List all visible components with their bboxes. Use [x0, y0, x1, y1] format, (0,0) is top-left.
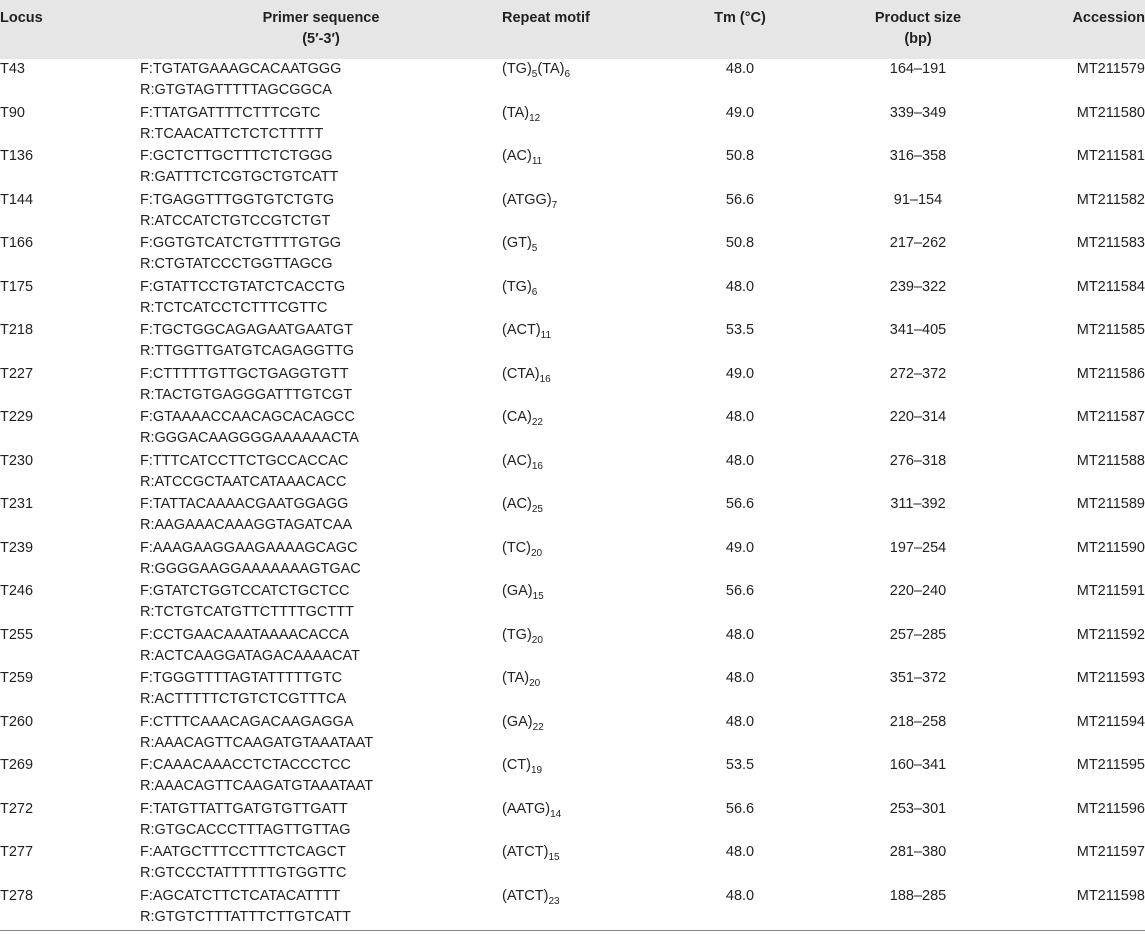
repeat-motif-cell	[502, 494, 650, 538]
motif-unit-text: (AC)	[502, 496, 532, 512]
table-row	[0, 581, 1145, 625]
motif-unit	[502, 104, 541, 124]
table-row	[0, 103, 1145, 147]
accession-cell: MT211590	[1076, 539, 1145, 556]
forward-primer: F:CAAACAAACCTCTACCCTCC	[140, 757, 351, 773]
primer-sequence-cell	[140, 668, 502, 712]
forward-primer: F:GGTGTCATCTGTTTTGTGG	[140, 235, 342, 251]
table-row	[0, 668, 1145, 712]
tm-cell: 50.8	[725, 235, 755, 251]
primer-sequence-cell	[140, 625, 502, 669]
forward-primer: F:TATTACAAAACGAATGGAGG	[140, 496, 349, 512]
primer-sequence-cell	[140, 712, 502, 756]
forward-primer: F:CCTGAACAAATAAAACACCA	[140, 626, 349, 643]
reverse-primer: R:AAACAGTTCAAGATGTAAATAAT	[140, 778, 374, 794]
motif-repeat-count: 22	[531, 416, 543, 428]
repeat-motif-cell	[502, 407, 650, 451]
accession-cell: MT211597	[1076, 844, 1145, 860]
header-tm: Tm (°C)	[650, 0, 830, 59]
motif-unit-text: (TA)	[502, 670, 530, 686]
table-row	[0, 364, 1145, 408]
primer-sequence-cell	[140, 320, 502, 364]
locus-cell: T43	[0, 61, 25, 77]
locus-cell: T144	[0, 191, 34, 208]
locus-cell: T272	[0, 800, 34, 817]
motif-unit-text: (AATG)	[502, 800, 551, 817]
accession-cell: MT211595	[1076, 757, 1145, 773]
primer-sequence-cell	[140, 103, 502, 147]
tm-cell: 48.0	[725, 887, 755, 904]
accession-cell: MT211589	[1076, 496, 1145, 512]
table-row	[0, 755, 1145, 799]
motif-unit	[502, 496, 543, 515]
motif-repeat-count: 6	[531, 286, 538, 298]
product-size-cell: 339–349	[889, 104, 947, 121]
tm-cell: 56.6	[725, 583, 755, 599]
motif-unit-text: (TG)	[502, 61, 532, 77]
motif-unit	[502, 148, 543, 167]
locus-cell: T218	[0, 322, 34, 338]
tm-cell: 48.0	[725, 61, 755, 77]
forward-primer: F:GCTCTTGCTTTCTCTGGG	[140, 148, 333, 164]
locus-cell: T255	[0, 626, 34, 643]
locus-cell: T239	[0, 539, 34, 556]
repeat-motif-cell	[502, 320, 650, 364]
motif-unit	[502, 583, 544, 602]
tm-cell: 50.8	[725, 148, 755, 164]
tm-cell: 49.0	[725, 365, 755, 382]
motif-unit-text: (ATCT)	[502, 844, 549, 860]
primer-sequence-cell	[140, 494, 502, 538]
primer-sequence-cell	[140, 190, 502, 234]
repeat-motif-cell	[502, 364, 650, 408]
table-row	[0, 233, 1145, 277]
tm-cell: 48.0	[725, 670, 755, 686]
locus-cell: T229	[0, 409, 34, 425]
table-row	[0, 146, 1145, 190]
motif-unit	[502, 322, 552, 341]
motif-unit	[502, 626, 543, 646]
reverse-primer: R:TCTGTCATGTTCTTTTGCTTT	[140, 604, 354, 620]
locus-cell: T246	[0, 583, 34, 599]
tm-cell: 56.6	[725, 496, 755, 512]
repeat-motif-cell	[502, 233, 650, 277]
reverse-primer: R:ACTTTTTCTGTCTCGTTTCA	[140, 691, 347, 707]
locus-cell: T278	[0, 887, 34, 904]
product-size-cell: 217–262	[889, 235, 947, 251]
motif-repeat-count: 20	[531, 634, 543, 646]
product-size-cell: 276–318	[889, 452, 947, 469]
table-row	[0, 407, 1145, 451]
motif-repeat-count: 23	[548, 895, 560, 907]
product-size-cell: 220–314	[889, 409, 947, 425]
motif-unit	[502, 191, 558, 211]
product-size-cell: 311–392	[890, 496, 946, 512]
primer-sequence-cell	[140, 755, 502, 799]
reverse-primer: R:GTGCACCCTTTAGTTGTTAG	[140, 821, 351, 838]
table-row	[0, 59, 1145, 103]
product-size-cell: 220–240	[889, 583, 947, 599]
product-size-cell: 272–372	[889, 365, 947, 382]
forward-primer: F:GTATCTGGTCCATCTGCTCC	[140, 583, 350, 599]
motif-unit-text: (ACT)	[502, 322, 541, 338]
primer-sequence-cell	[140, 277, 502, 321]
reverse-primer: R:AAACAGTTCAAGATGTAAATAAT	[140, 734, 374, 751]
repeat-motif-cell	[502, 146, 650, 190]
repeat-motif-cell	[502, 103, 650, 147]
table-row	[0, 538, 1145, 582]
locus-cell: T277	[0, 844, 34, 860]
product-size-cell: 253–301	[889, 800, 947, 817]
reverse-primer: R:TACTGTGAGGGATTTGTCGT	[140, 386, 353, 403]
motif-repeat-count: 22	[532, 721, 544, 733]
product-size-cell: 341–405	[889, 322, 947, 338]
motif-repeat-count: 19	[531, 764, 543, 776]
product-size-cell: 239–322	[889, 278, 947, 295]
product-size-cell: 164–191	[889, 61, 947, 77]
repeat-motif-cell	[502, 799, 650, 843]
locus-cell: T269	[0, 757, 34, 773]
motif-unit-text: (GA)	[502, 713, 533, 730]
motif-repeat-count: 20	[529, 677, 541, 689]
motif-unit-text: (TA)	[537, 61, 565, 77]
product-size-cell: 91–154	[893, 191, 943, 208]
motif-unit-text: (TC)	[502, 539, 531, 556]
tm-cell: 48.0	[725, 278, 755, 295]
motif-unit	[537, 61, 571, 80]
header-row	[0, 0, 1145, 59]
primer-sequence-cell	[140, 364, 502, 408]
product-size-cell: 160–341	[889, 757, 947, 773]
product-size-cell: 257–285	[889, 626, 947, 643]
primer-sequence-cell	[140, 59, 502, 103]
forward-primer: F:TGCTGGCAGAGAATGAATGT	[140, 322, 353, 338]
repeat-motif-cell	[502, 668, 650, 712]
motif-unit	[502, 713, 544, 733]
table-row	[0, 494, 1145, 538]
motif-unit-text: (TA)	[502, 104, 530, 121]
motif-unit	[502, 670, 541, 689]
primer-sequence-cell	[140, 233, 502, 277]
locus-cell: T259	[0, 670, 34, 686]
forward-primer: F:TTTCATCCTTCTGCCACCAC	[140, 452, 349, 469]
forward-primer: F:GTATTCCTGTATCTCACCTG	[140, 278, 346, 295]
header-product-size: Product size (bp)	[830, 0, 1006, 59]
locus-cell: T166	[0, 235, 34, 251]
tm-cell: 48.0	[725, 409, 755, 425]
locus-cell: T175	[0, 278, 34, 295]
accession-cell: MT211580	[1076, 104, 1145, 121]
table-row	[0, 320, 1145, 364]
motif-unit	[502, 757, 543, 776]
forward-primer: F:TGAGGTTTGGTGTCTGTG	[140, 191, 335, 208]
locus-cell: T136	[0, 148, 34, 164]
accession-cell: MT211581	[1076, 148, 1145, 164]
accession-cell: MT211585	[1076, 322, 1145, 338]
product-size-cell: 218–258	[889, 713, 947, 730]
table-body	[0, 59, 1145, 929]
motif-repeat-count: 5	[531, 68, 538, 80]
motif-unit-text: (CT)	[502, 757, 531, 773]
repeat-motif-cell	[502, 625, 650, 669]
product-size-cell: 197–254	[889, 539, 947, 556]
motif-unit-text: (CTA)	[502, 365, 540, 382]
motif-unit	[502, 235, 538, 254]
table-row	[0, 277, 1145, 321]
forward-primer: F:CTTTTTGTTGCTGAGGTGTT	[140, 365, 349, 382]
tm-cell: 53.5	[725, 757, 755, 773]
motif-repeat-count: 16	[539, 373, 551, 385]
motif-repeat-count: 12	[529, 112, 541, 124]
primer-sequence-cell	[140, 451, 502, 495]
forward-primer: F:AGCATCTTCTCATACATTTT	[140, 887, 341, 904]
forward-primer: F:TGTATGAAAGCACAATGGG	[140, 61, 342, 77]
accession-cell: MT211596	[1076, 800, 1145, 817]
reverse-primer: R:ATCCGCTAATCATAAACACC	[140, 473, 347, 490]
motif-unit	[502, 800, 562, 820]
primer-sequence-cell	[140, 146, 502, 190]
motif-repeat-count: 15	[532, 590, 544, 602]
accession-cell: MT211591	[1076, 583, 1145, 599]
primer-sequence-cell	[140, 842, 502, 886]
motif-unit-text: (TG)	[502, 278, 532, 295]
accession-cell: MT211592	[1076, 626, 1145, 643]
repeat-motif-cell	[502, 886, 650, 930]
motif-repeat-count: 11	[531, 155, 543, 167]
repeat-motif-cell	[502, 712, 650, 756]
repeat-motif-cell	[502, 59, 650, 103]
forward-primer: F:TGGGTTTTAGTATTTTTGTC	[140, 670, 343, 686]
reverse-primer: R:TTGGTTGATGTCAGAGGTTG	[140, 343, 354, 359]
product-size-cell: 281–380	[889, 844, 947, 860]
repeat-motif-cell	[502, 581, 650, 625]
motif-repeat-count: 16	[531, 460, 543, 472]
reverse-primer: R:CTGTATCCCTGGTTAGCG	[140, 256, 333, 272]
bottom-rule	[0, 930, 1145, 931]
primer-sequence-cell	[140, 886, 502, 930]
accession-cell: MT211587	[1076, 409, 1145, 425]
tm-cell: 56.6	[725, 800, 755, 817]
motif-unit	[502, 409, 543, 428]
forward-primer: F:AAAGAAGGAAGAAAAGCAGC	[140, 539, 358, 556]
repeat-motif-cell	[502, 842, 650, 886]
forward-primer: F:TTATGATTTTCTTTCGTC	[140, 104, 321, 121]
table-row	[0, 451, 1145, 495]
locus-cell: T90	[0, 104, 25, 121]
repeat-motif-cell	[502, 451, 650, 495]
primer-sequence-cell	[140, 407, 502, 451]
header-repeat-motif: Repeat motif	[502, 0, 650, 59]
motif-repeat-count: 15	[548, 851, 560, 863]
tm-cell: 53.5	[725, 322, 755, 338]
tm-cell: 48.0	[725, 844, 755, 860]
repeat-motif-cell	[502, 538, 650, 582]
motif-repeat-count: 6	[564, 68, 571, 80]
motif-unit	[502, 887, 560, 907]
motif-unit-text: (AC)	[502, 452, 532, 469]
forward-primer: F:TATGTTATTGATGTGTTGATT	[140, 800, 348, 817]
motif-unit-text: (GT)	[502, 235, 532, 251]
repeat-motif-cell	[502, 190, 650, 234]
table-row	[0, 712, 1145, 756]
product-size-cell: 316–358	[889, 148, 947, 164]
motif-repeat-count: 20	[531, 547, 543, 559]
primer-sequence-cell	[140, 538, 502, 582]
motif-repeat-count: 7	[551, 199, 558, 211]
accession-cell: MT211584	[1076, 278, 1145, 295]
accession-cell: MT211582	[1076, 191, 1145, 208]
tm-cell: 48.0	[725, 626, 755, 643]
motif-unit-text: (AC)	[502, 148, 532, 164]
forward-primer: F:GTAAAACCAACAGCACAGCC	[140, 409, 355, 425]
header-accession: Accession	[1006, 0, 1145, 59]
primer-sequence-cell	[140, 581, 502, 625]
accession-cell: MT211586	[1076, 365, 1145, 382]
motif-unit-text: (ATGG)	[502, 191, 552, 208]
accession-cell: MT211588	[1076, 452, 1145, 469]
product-size-cell: 351–372	[889, 670, 947, 686]
reverse-primer: R:ATCCATCTGTCCGTCTGT	[140, 212, 331, 229]
accession-cell: MT211583	[1076, 235, 1145, 251]
reverse-primer: R:AAGAAACAAAGGTAGATCAA	[140, 517, 353, 533]
locus-cell: T230	[0, 452, 34, 469]
table-row	[0, 886, 1145, 930]
motif-unit	[502, 61, 538, 80]
accession-cell: MT211593	[1076, 670, 1145, 686]
motif-repeat-count: 11	[540, 329, 552, 341]
locus-cell: T227	[0, 365, 34, 382]
repeat-motif-cell	[502, 277, 650, 321]
reverse-primer: R:ACTCAAGGATAGACAAAACAT	[140, 647, 360, 664]
motif-repeat-count: 5	[531, 242, 538, 254]
forward-primer: F:AATGCTTTCCTTTCTCAGCT	[140, 844, 346, 860]
motif-unit-text: (CA)	[502, 409, 532, 425]
forward-primer: F:CTTTCAAACAGACAAGAGGA	[140, 713, 354, 730]
reverse-primer: R:GATTTCTCGTGCTGTCATT	[140, 169, 339, 185]
reverse-primer: R:TCTCATCCTCTTTCGTTC	[140, 299, 328, 316]
reverse-primer: R:GGGGAAGGAAAAAAAGTGAC	[140, 560, 361, 577]
reverse-primer: R:TCAACATTCTCTCTTTTT	[140, 125, 324, 142]
motif-unit-text: (GA)	[502, 583, 533, 599]
table-row	[0, 799, 1145, 843]
motif-unit	[502, 452, 543, 472]
tm-cell: 48.0	[725, 713, 755, 730]
tm-cell: 49.0	[725, 539, 755, 556]
motif-repeat-count: 25	[531, 503, 543, 515]
table-row	[0, 625, 1145, 669]
accession-cell: MT211598	[1076, 887, 1145, 904]
table-row	[0, 842, 1145, 886]
primer-sequence-cell	[140, 799, 502, 843]
accession-cell: MT211594	[1076, 713, 1145, 730]
motif-unit	[502, 278, 538, 298]
tm-cell: 49.0	[725, 104, 755, 121]
reverse-primer: R:GTGTAGTTTTTAGCGGCA	[140, 82, 332, 98]
motif-unit	[502, 539, 543, 559]
motif-unit	[502, 365, 551, 385]
motif-unit	[502, 844, 560, 863]
locus-cell: T231	[0, 496, 34, 512]
tm-cell: 48.0	[725, 452, 755, 469]
locus-cell: T260	[0, 713, 34, 730]
table-row	[0, 190, 1145, 234]
tm-cell: 56.6	[725, 191, 755, 208]
motif-unit-text: (ATCT)	[502, 887, 549, 904]
reverse-primer: R:GGGACAAGGGGAAAAAACTA	[140, 430, 359, 446]
accession-cell: MT211579	[1076, 61, 1145, 77]
motif-unit-text: (TG)	[502, 626, 532, 643]
header-primer-sequence: Primer sequence (5′-3′)	[140, 0, 502, 59]
reverse-primer: R:GTCCCTATTTTTTGTGGTTC	[140, 865, 347, 881]
motif-repeat-count: 14	[550, 808, 562, 820]
reverse-primer: R:GTGTCTTTATTTCTTGTCATT	[140, 908, 352, 925]
product-size-cell: 188–285	[889, 887, 947, 904]
header-locus: Locus	[0, 0, 140, 59]
repeat-motif-cell	[502, 755, 650, 799]
